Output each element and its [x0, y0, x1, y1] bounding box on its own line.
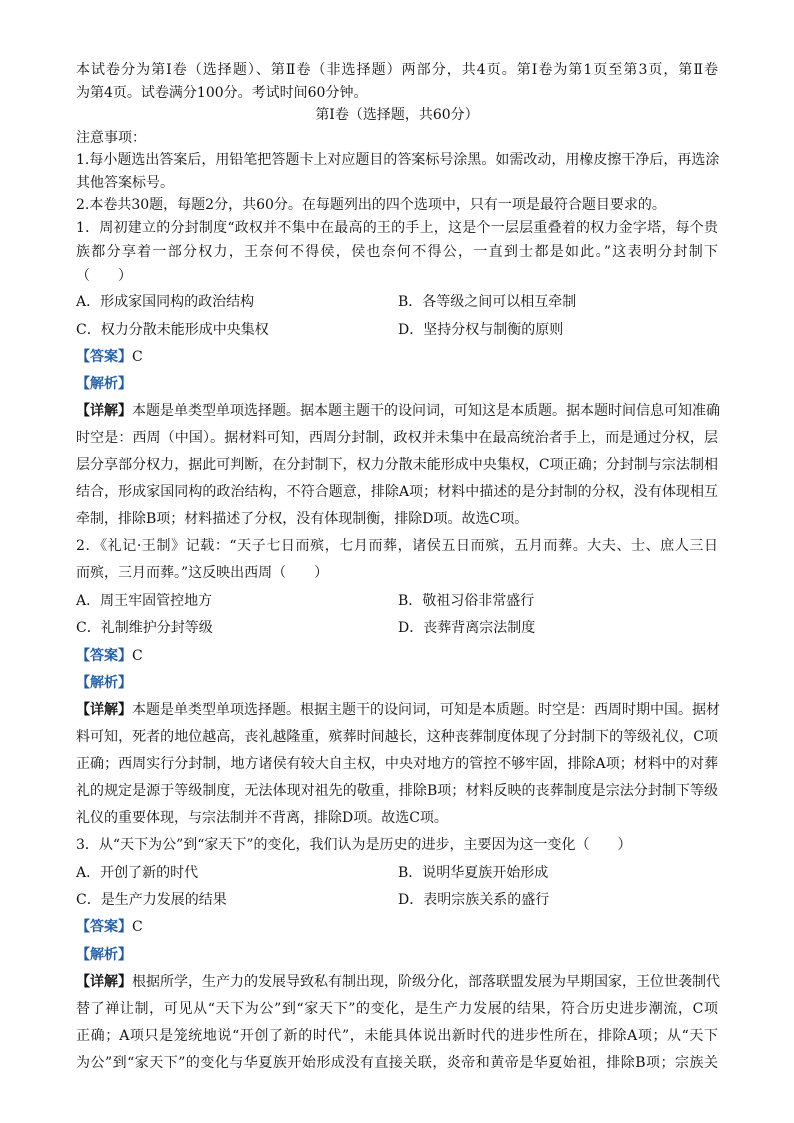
q2-explanation-line-1 [76, 698, 718, 722]
note-1-line-1: 1.每小题选出答案后，用铅笔把答题卡上对应题目的答案标号涂黑。如需改动，用橡皮擦干净后，再选涂 [76, 152, 720, 168]
note-1-line-2: 其他答案标号。 [76, 175, 174, 191]
answer-value: C [132, 349, 143, 365]
q1-explanation-line-3: 层分享部分权力，据此可判断，在分封制下，权力分散未能形成中央集权，C项正确；分封制与宗法制相 [76, 457, 718, 473]
answer-value: C [132, 919, 143, 935]
q2-option-d: D．丧葬背离宗法制度 [398, 620, 536, 636]
detail-tag: 【详解】 [76, 702, 132, 718]
explanation-text: 根据所学，生产力的发展导致私有制出现，阶级分化，部落联盟发展为早期国家，王位世袭制代 [132, 974, 720, 990]
intro-line-1: 本试卷分为第Ⅰ卷（选择题）、第Ⅱ卷（非选择题）两部分，共4页。第Ⅰ卷为第1页至第3页，第Ⅱ卷 [76, 62, 718, 78]
q1-explanation-line-1 [76, 399, 718, 423]
analysis-tag: 【解析】 [76, 947, 132, 963]
q3-explanation-line-1 [76, 970, 718, 994]
answer-tag: 【答案】 [76, 349, 132, 365]
q3-answer [76, 915, 143, 939]
q1-option-b: B．各等级之间可以相互牵制 [398, 294, 577, 310]
q3-option-b: B．说明华夏族开始形成 [398, 865, 549, 881]
detail-tag: 【详解】 [76, 403, 132, 419]
q1-answer [76, 345, 143, 369]
q3-explanation-line-3: 正确；A项只是笼统地说“开创了新的时代”，未能具体说出新时代的进步性所在，排除A项；从“天下 [76, 1028, 718, 1044]
q3-analysis-tag [76, 943, 132, 967]
answer-tag: 【答案】 [76, 919, 132, 935]
q1-explanation-line-5: 牵制，排除B项；材料描述了分权，没有体现制衡，排除D项。故选C项。 [76, 511, 529, 527]
explanation-text: 本题是单类型单项选择题。据本题主题干的设问词，可知这是本质题。据本题时间信息可知准确 [132, 403, 720, 419]
q1-stem-line-1: 1．周初建立的分封制度“政权并不集中在最高的王的手上，这是个一层层重叠着的权力金字塔，每个贵 [76, 220, 718, 236]
q3-option-a: A．开创了新的时代 [76, 865, 199, 881]
q2-analysis-tag [76, 671, 132, 695]
answer-value: C [132, 648, 143, 664]
q3-option-d: D．表明宗族关系的盛行 [398, 892, 550, 908]
answer-tag: 【答案】 [76, 648, 132, 664]
q2-answer [76, 644, 143, 668]
q1-option-a: A．形成家国同构的政治结构 [76, 294, 255, 310]
q2-option-c: C．礼制维护分封等级 [76, 620, 213, 636]
q3-option-c: C．是生产力发展的结果 [76, 892, 227, 908]
q2-option-a: A．周王牢固管控地方 [76, 593, 213, 609]
analysis-tag: 【解析】 [76, 376, 132, 392]
q2-explanation-line-5: 礼仪的重要体现，与宗法制并不背离，排除D项。故选C项。 [76, 810, 448, 826]
q2-stem-line-2: 而殡，三月而葬。”这反映出西周（ ） [76, 565, 329, 581]
explanation-text: 本题是单类型单项选择题。根据主题干的设问词，可知是本质题。时空是：西周时期中国。据材 [132, 702, 720, 718]
q2-explanation-line-3: 正确；西周实行分封制，地方诸侯有较大自主权，中央对地方的管控不够牢固，排除A项；材料中的对葬 [76, 756, 718, 772]
q1-stem-line-3: （ ） [76, 268, 132, 284]
q2-explanation-line-2: 料可知，死者的地位越高，丧礼越隆重，殡葬时间越长，这种丧葬制度体现了分封制下的等级礼仪，C项 [76, 729, 718, 745]
note-2: 2.本卷共30题，每题2分，共60分。在每题列出的四个选项中，只有一项是最符合题目要求的。 [76, 197, 666, 213]
q1-option-c: C．权力分散未能形成中央集权 [76, 322, 269, 338]
detail-tag: 【详解】 [76, 974, 132, 990]
q2-explanation-line-4: 礼的规定是源于等级制度，无法体现对祖先的敬重，排除B项；材料反映的丧葬制度是宗法分封制下等级 [76, 783, 718, 799]
q1-analysis-tag [76, 372, 132, 396]
analysis-tag: 【解析】 [76, 675, 132, 691]
q3-stem-line-1: 3．从“天下为公”到“家天下”的变化，我们认为是历史的进步，主要因为这一变化（ ） [76, 837, 632, 853]
q1-stem-line-2: 族都分享着一部分权力，王奈何不得侯，侯也奈何不得公，一直到士都是如此。”这表明分封制下 [76, 244, 718, 260]
q3-explanation-line-4: 为公”到“家天下”的变化与华夏族开始形成没有直接关联，炎帝和黄帝是华夏始祖，排除B项；宗族关 [76, 1055, 718, 1071]
q1-option-d: D．坚持分权与制衡的原则 [398, 322, 564, 338]
intro-line-2: 为第4页。试卷满分100分。考试时间60分钟。 [76, 85, 368, 101]
q1-explanation-line-4: 结合，形成家国同构的政治结构，不符合题意，排除A项；材料中描述的是分封制的分权，没有体现相互 [76, 484, 718, 500]
q2-stem-line-1: 2．《礼记·王制》记载：“天子七日而殡，七月而葬，诸侯五日而殡，五月而葬。大夫、士、庶人三日 [76, 538, 718, 554]
q3-explanation-line-2: 替了禅让制，可见从“天下为公”到“家天下”的变化，是生产力发展的结果，符合历史进步潮流，C项 [76, 1001, 718, 1017]
q2-option-b: B．敬祖习俗非常盛行 [398, 593, 535, 609]
section-title: 第Ⅰ卷（选择题，共60分） [315, 107, 479, 123]
q1-explanation-line-2: 时空是：西周（中国）。据材料可知，西周分封制，政权并未集中在最高统治者手上，而是通过分权，层 [76, 430, 718, 446]
notes-title: 注意事项： [76, 130, 146, 146]
